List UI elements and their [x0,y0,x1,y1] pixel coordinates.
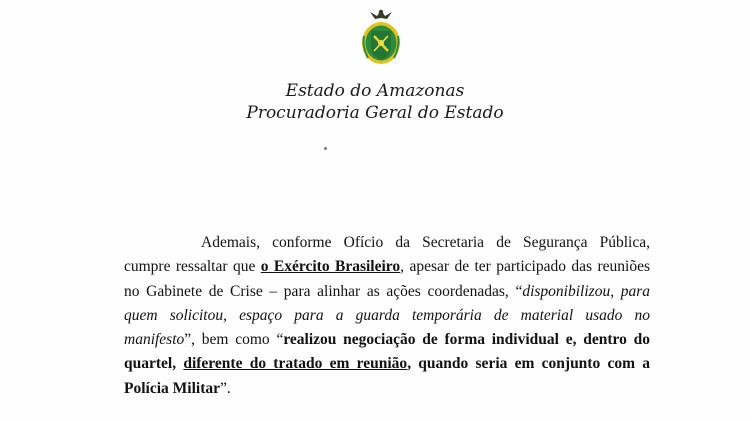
quote-bold: realizou negociação de forma individual e, dentro do [283,331,650,349]
quote-italic: disponibilizou, para [522,282,651,300]
quote-bold: , quando seria em conjunto com a [407,355,650,373]
text-run: cumpre ressaltar que [124,258,261,276]
paragraph-line-7 [124,377,650,401]
emphasis-underlined: diferente do tratado em reunião [183,355,408,373]
header-state-line: Estado do Amazonas [285,81,465,101]
text-run: Ademais, conforme Ofício da Secretaria de Segurança Pública, [201,234,650,251]
emphasis-army: o Exército Brasileiro [260,258,401,276]
document-header [0,80,750,124]
paragraph-line-2 [124,255,650,279]
text-run: ”, bem como “ [184,331,284,349]
quote-italic: manifesto [124,331,185,349]
text-run: no Gabinete de Crise – para alinhar as ações coordenadas, “ [124,282,523,300]
quote-bold: quartel, [124,355,184,373]
quote-bold: Polícia Militar [124,379,220,397]
paragraph-line-4 [124,304,650,328]
header-office-line: Procuradoria Geral do Estado [246,103,504,123]
paragraph-text [124,231,650,401]
quote-italic: quem solicitou, espaço para a guarda temporária de material usado no [124,306,650,324]
paragraph-line-3 [124,280,650,304]
paragraph-line-5 [124,328,650,352]
text-run: ”. [219,379,231,397]
stray-mark [324,147,327,150]
paragraph-line-6 [124,352,650,376]
amazonas-coat-of-arms-icon [356,6,406,66]
paragraph-line-1 [124,231,650,255]
text-run: , apesar de ter participado das reuniões [400,258,650,276]
